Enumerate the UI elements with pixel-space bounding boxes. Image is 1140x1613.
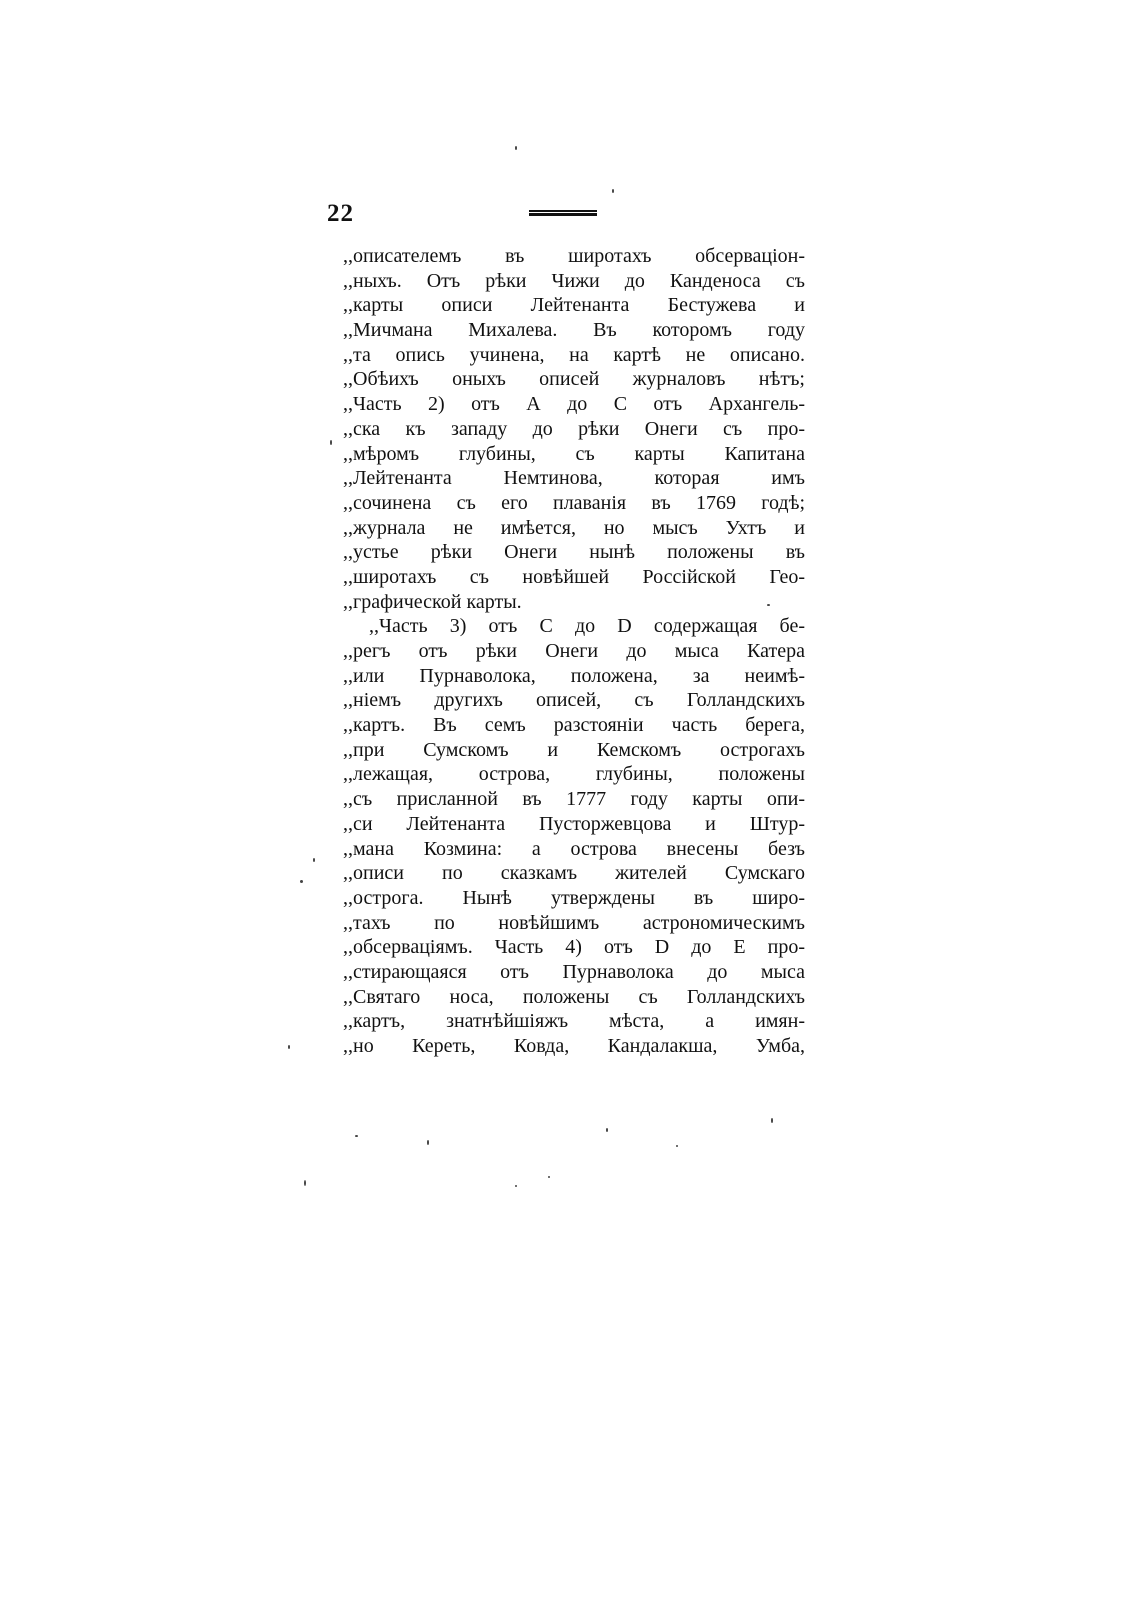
text-line: ,,журнала не имѣется, но мысъ Ухтъ и <box>343 516 805 539</box>
scan-speck <box>606 1128 608 1132</box>
text-line: ,,мана Козмина: а острова внесены безъ <box>343 837 805 860</box>
ornament-rule-lower <box>529 213 597 216</box>
text-line: ,,картъ, знатнѣйшiяжъ мѣста, а имян- <box>343 1010 805 1033</box>
scan-speck <box>330 440 332 445</box>
text-line: ,,ныхъ. Отъ рѣки Чижи до Канденоса съ <box>343 269 805 292</box>
body-text <box>343 244 805 1059</box>
scan-speck <box>300 880 303 883</box>
header-ornament-rule <box>529 210 597 217</box>
text-line: ,,регъ отъ рѣки Онеги до мыса Катера <box>343 640 805 662</box>
text-line: ,,Святаго носа, положены съ Голландскихъ <box>343 985 805 1008</box>
text-line: ,,карты описи Лейтенанта Бестужева и <box>343 294 805 317</box>
text-line: ,,стирающаяся отъ Пурнаволока до мыса <box>343 960 805 983</box>
text-line: ,,картъ. Въ семъ разстоянiи часть берега, <box>343 714 805 737</box>
text-line: ,,или Пурнаволока, положена, за неимѣ- <box>343 664 805 687</box>
text-line: ,,Часть 2) отъ А до С отъ Архангель- <box>343 393 805 416</box>
text-line: ,,лежащая, острова, глубины, положены <box>343 763 805 786</box>
text-line: ,,широтахъ съ новѣйшей Россiйской Гео- <box>343 565 805 588</box>
ornament-rule-upper <box>529 210 597 212</box>
text-line: ,,обсервацiямъ. Часть 4) отъ D до Е про- <box>343 936 805 959</box>
scan-speck <box>767 604 770 606</box>
text-line: ,,Лейтенанта Немтинова, которая имъ <box>343 467 805 490</box>
text-line: ,,та опись учинена, на картѣ не описано. <box>343 343 805 366</box>
scan-speck <box>427 1140 429 1145</box>
text-line: ,,си Лейтенанта Пусторжевцова и Штур- <box>343 812 805 835</box>
scan-speck <box>548 1176 550 1178</box>
scan-speck <box>612 189 614 193</box>
scan-speck <box>771 1118 773 1123</box>
text-line: ,,графической карты. <box>343 590 522 613</box>
scan-speck <box>313 858 315 862</box>
scan-speck <box>288 1045 290 1049</box>
text-line: ,,описи по сказкамъ жителей Сумскаго <box>343 862 805 885</box>
text-line: ,,при Сумскомъ и Кемскомъ острогахъ <box>343 738 805 761</box>
scan-speck <box>676 1145 678 1147</box>
text-line: ,,описателемъ въ широтахъ обсервацiон- <box>343 245 805 267</box>
text-line: ,,Часть 3) отъ С до D содержащая бе- <box>369 615 805 638</box>
text-line: ,,устье рѣки Онеги нынѣ положены въ <box>343 541 805 564</box>
text-line: ,,Мичмана Михалева. Въ которомъ году <box>343 319 805 342</box>
text-line: ,,Обѣихъ оныхъ описей журналовъ нѣтъ; <box>343 368 805 391</box>
text-line: ,,острога. Нынѣ утверждены въ широ- <box>343 886 805 909</box>
scan-speck <box>515 146 517 150</box>
text-line: ,,но Кереть, Ковда, Кандалакша, Умба, <box>343 1035 805 1057</box>
text-line: ,,нiемъ другихъ описей, съ Голландскихъ <box>343 689 805 712</box>
text-line: ,,ска къ западу до рѣки Онеги съ про- <box>343 417 805 440</box>
scan-speck <box>515 1185 517 1187</box>
scan-speck <box>304 1180 306 1186</box>
text-line: ,,тахъ по новѣйшимъ астрономическимъ <box>343 911 805 934</box>
text-line: ,,мѣромъ глубины, съ карты Капитана <box>343 442 805 465</box>
page-number: 22 <box>327 200 354 227</box>
text-line: ,,съ присланной въ 1777 году карты опи- <box>343 788 805 811</box>
scan-speck <box>355 1135 358 1137</box>
text-line: ,,сочинена съ его плаванiя въ 1769 годѣ; <box>343 491 805 514</box>
